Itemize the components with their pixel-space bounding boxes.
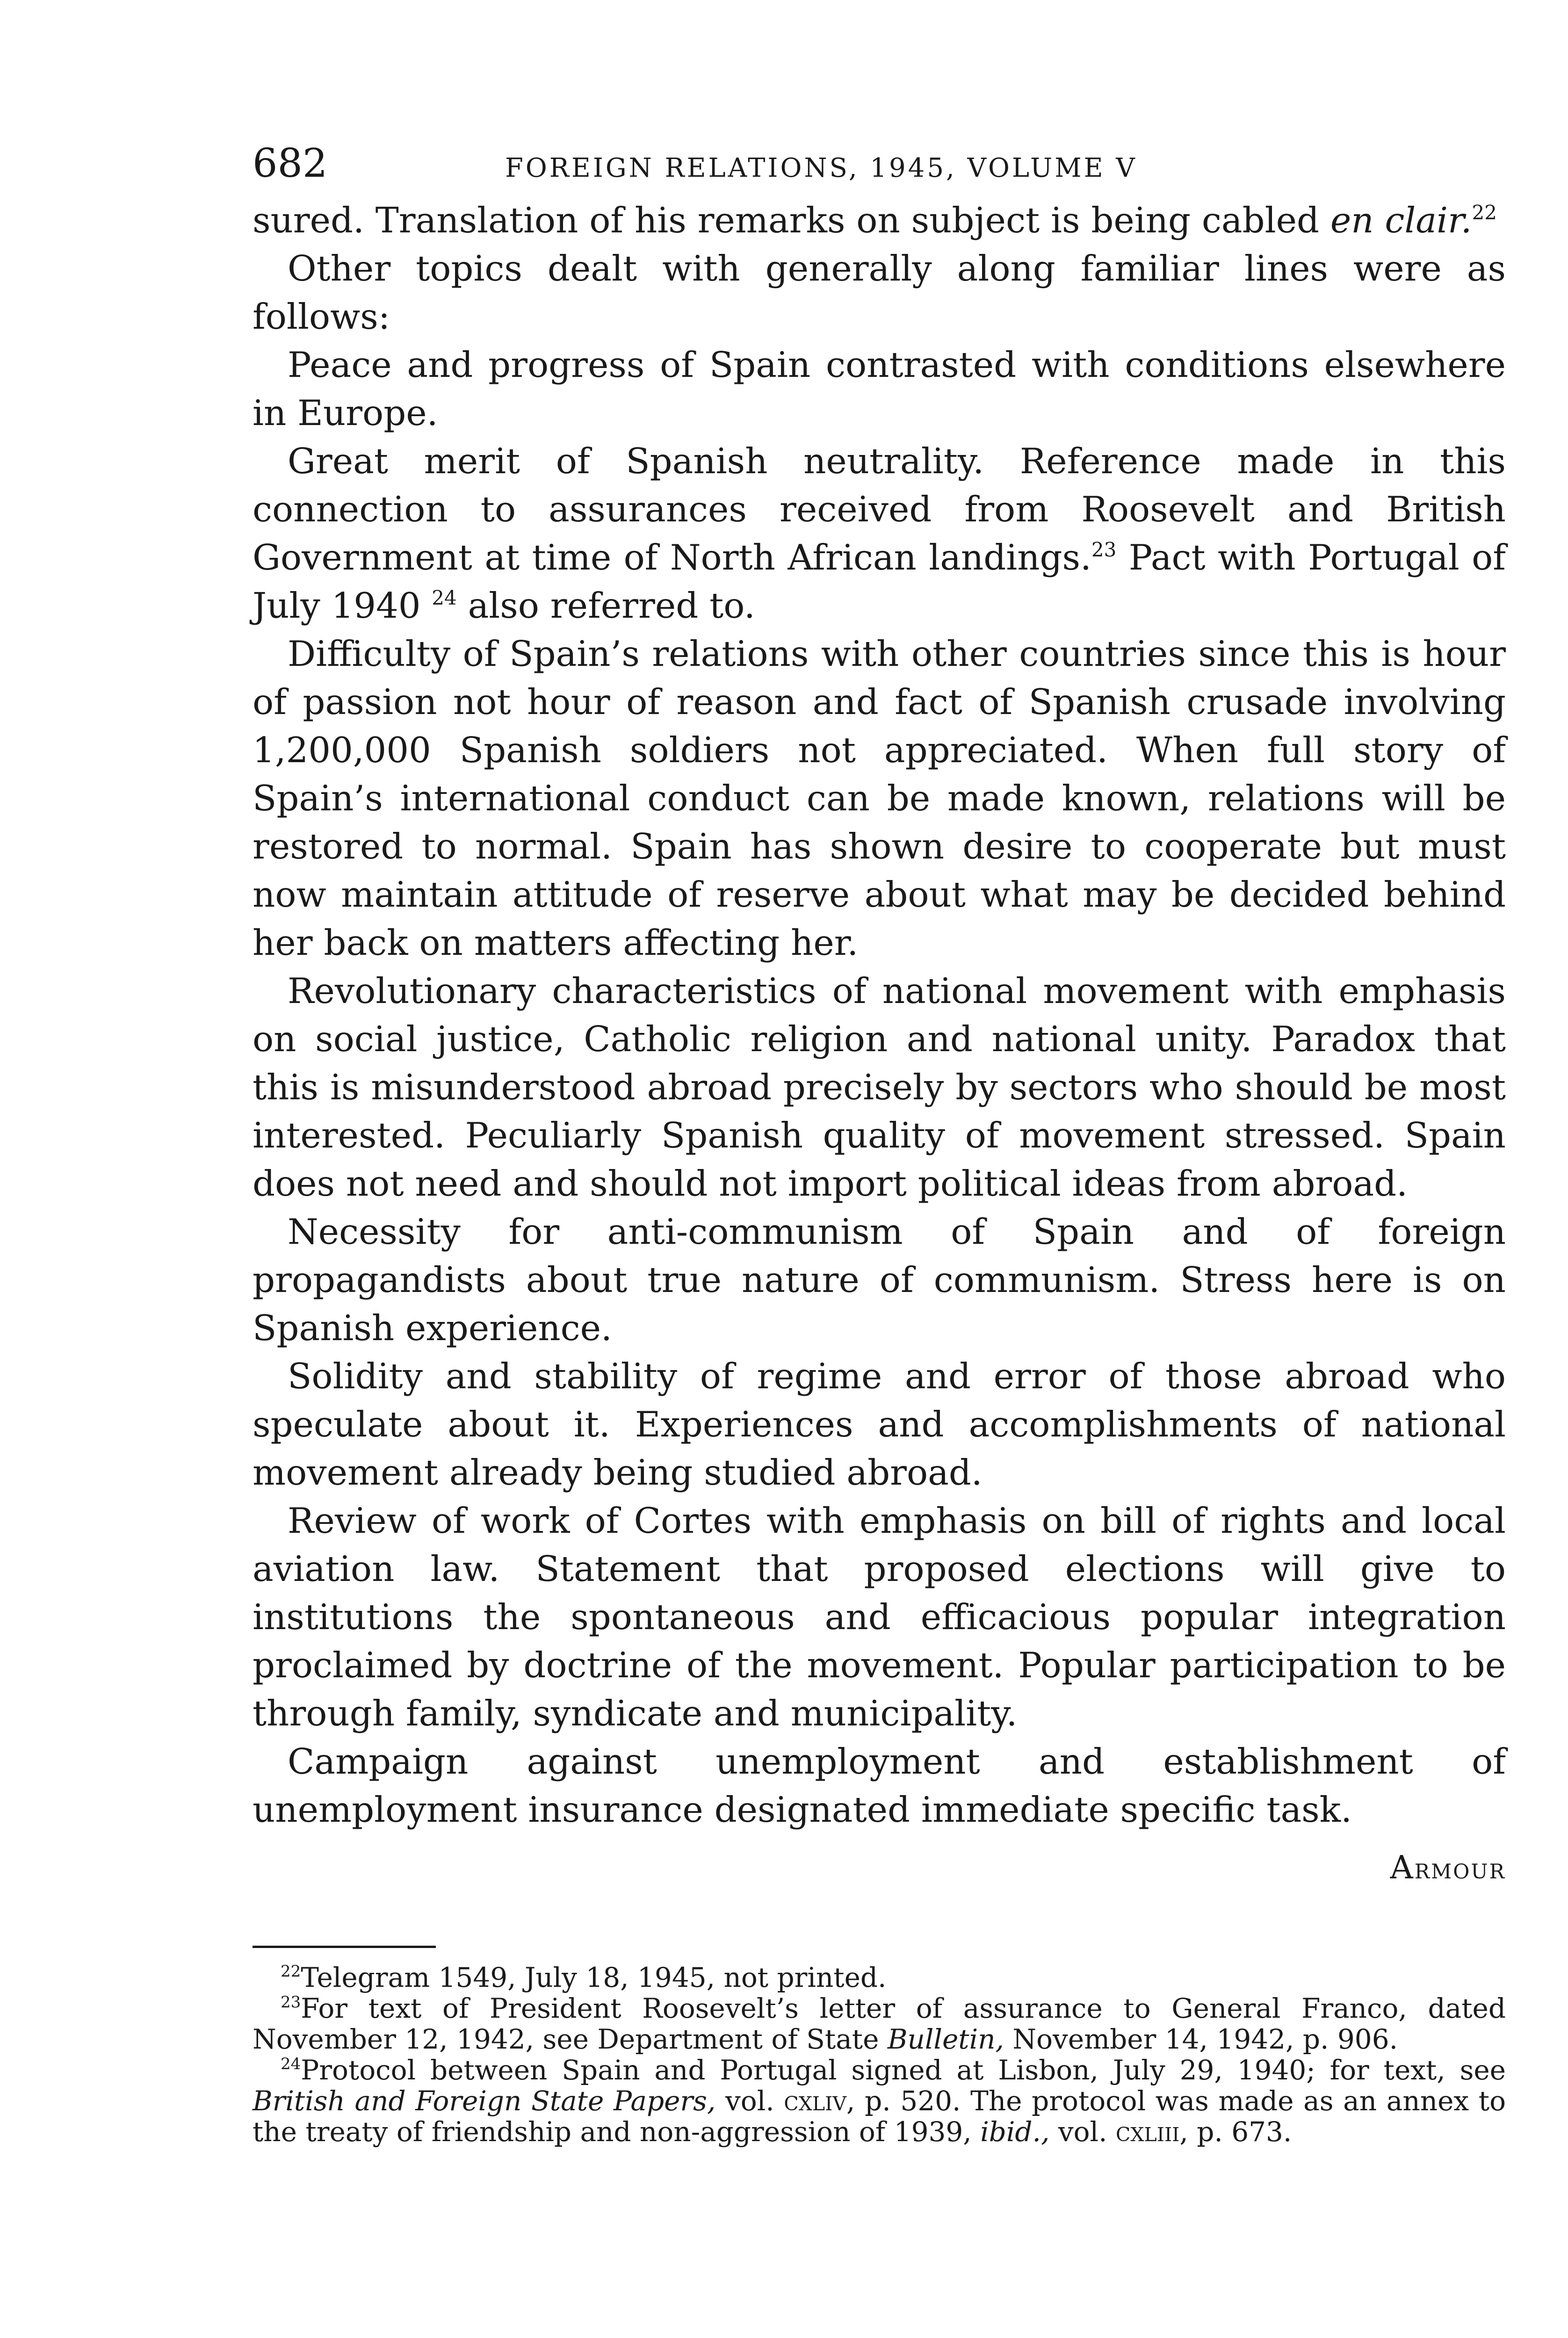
paragraph-1 [253, 196, 1506, 245]
footnote-23-text-a: For text of President Roosevelt’s letter of assurance to General Franco, dated November 12, 1942, see Department of State [253, 1992, 1506, 2055]
footnote-ref-24[interactable]: 24 [432, 586, 457, 609]
footnote-24-volume-2: cxliii [1115, 2116, 1180, 2148]
paragraph-7: Necessity for anti-communism of Spain and of foreign propagandists about true nature of communism. Stress here is on Spanish experience. [253, 1211, 1506, 1349]
footnote-23-number: 23 [281, 1993, 301, 2012]
signature-initial: A [1390, 1849, 1415, 1886]
document-page [253, 140, 1506, 2147]
footnote-24-italic-1: British and Foreign State Papers, [253, 2085, 716, 2117]
footnote-divider [253, 1946, 436, 1948]
paragraph-9: Review of work of Cortes with emphasis on bill of rights and local aviation law. Statement that proposed elections will give to institutions the spontaneous and efficacious popular integration proclaimed by doctrine of the movement. Popular participation to be through family, syndicate and municipality. [253, 1500, 1506, 1734]
footnote-22-text: Telegram 1549, July 18, 1945, not printed. [301, 1962, 887, 1993]
paragraph-10: Campaign against unemployment and establishment of unemployment insurance designated immediate specific task. [253, 1741, 1506, 1830]
footnote-24 [253, 2055, 1506, 2147]
footnote-24-number: 24 [281, 2055, 301, 2073]
paragraph-4-text-c: also referred to. [456, 585, 755, 626]
footnote-23-text-b: November 14, 1942, p. 906. [1004, 2023, 1398, 2055]
footnote-24-text-c: , p. 520. The protocol was made as an annex to the treaty of friendship and non-aggression of 1939, [253, 2085, 1506, 2148]
running-header [253, 140, 1506, 196]
footnotes [253, 1962, 1506, 2147]
body-text [253, 196, 1506, 1890]
footnote-24-text-d: vol. [1049, 2116, 1116, 2148]
paragraph-1-text: sured. Translation of his remarks on subject is being cabled [253, 200, 1330, 241]
signature [253, 1847, 1506, 1890]
footnote-23 [253, 1993, 1506, 2055]
footnote-24-text-b: vol. [715, 2085, 784, 2117]
footnote-23-italic: Bulletin, [887, 2023, 1004, 2055]
footnote-24-volume-1: cxliv [784, 2085, 846, 2117]
paragraph-5: Difficulty of Spain’s relations with other countries since this is hour of passion not hour of reason and fact of Spanish crusade involving 1,200,000 Spanish soldiers not appreciated. When full story of Spain’s international conduct can be made known, relations will be restored to normal. Spain has shown desire to cooperate but must now maintain attitude of reserve about what may be decided behind her back on matters affecting her. [253, 633, 1506, 963]
paragraph-8: Solidity and stability of regime and error of those abroad who speculate about it. Experiences and accomplishments of national movement already being studied abroad. [253, 1356, 1506, 1493]
paragraph-4 [253, 437, 1506, 630]
paragraph-4-text-a: Great merit of Spanish neutrality. Reference made in this connection to assurances received from Roosevelt and British Government at time of North African landings. [253, 440, 1506, 578]
footnote-22-number: 22 [281, 1962, 301, 1981]
footnote-24-italic-2: ibid., [980, 2116, 1050, 2148]
page-number: 682 [253, 140, 328, 186]
footnote-24-text-a: Protocol between Spain and Portugal signed at Lisbon, July 29, 1940; for text, see [301, 2054, 1506, 2086]
paragraph-6: Revolutionary characteristics of national movement with emphasis on social justice, Catholic religion and national unity. Paradox that this is misunderstood abroad precisely by sectors who should be most interested. Peculiarly Spanish quality of movement stressed. Spain does not need and should not import political ideas from abroad. [253, 970, 1506, 1204]
footnote-ref-23[interactable]: 23 [1091, 538, 1117, 561]
paragraph-1-italic: en clair. [1330, 200, 1472, 241]
paragraph-4-text-b: Pact with Portugal of July 1940 [253, 537, 1506, 626]
running-title: FOREIGN RELATIONS, 1945, VOLUME V [505, 153, 1137, 183]
paragraph-3: Peace and progress of Spain contrasted with conditions elsewhere in Europe. [253, 344, 1506, 433]
paragraph-2: Other topics dealt with generally along familiar lines were as follows: [253, 248, 1506, 337]
signature-rest: rmour [1414, 1851, 1506, 1885]
footnote-ref-22[interactable]: 22 [1472, 201, 1497, 224]
footnote-22 [253, 1962, 1506, 1993]
footnote-24-text-e: , p. 673. [1179, 2116, 1292, 2148]
